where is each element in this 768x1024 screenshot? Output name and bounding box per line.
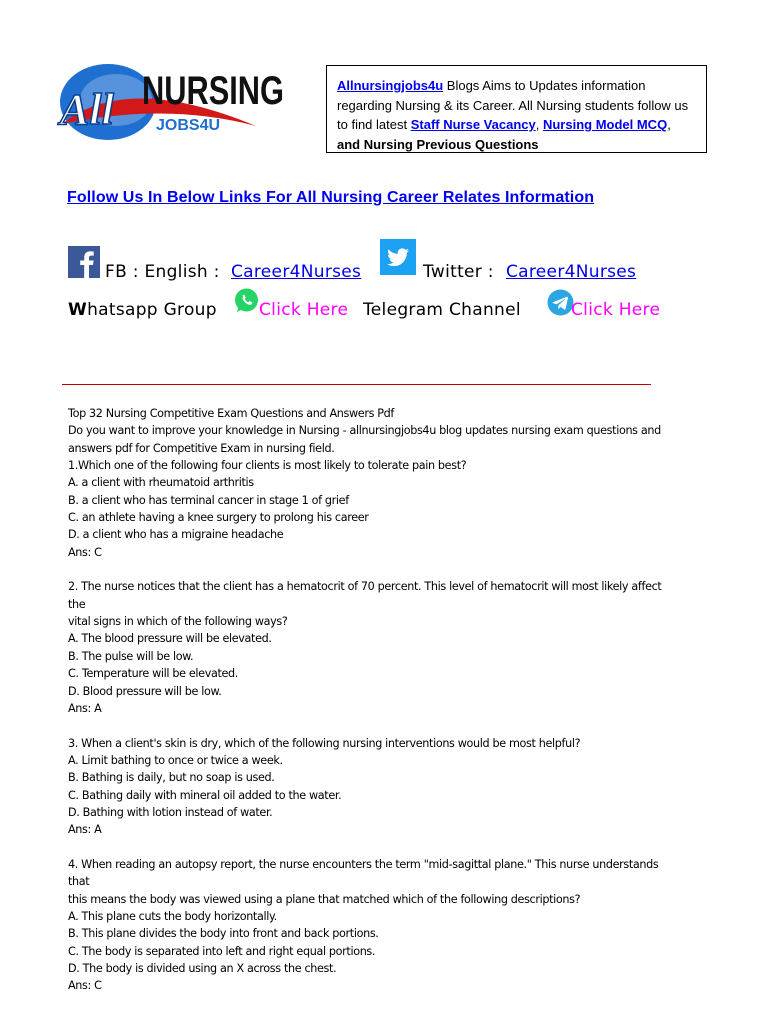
article-body bbox=[68, 405, 718, 995]
whatsapp-click-here-link[interactable]: Click Here bbox=[259, 300, 349, 320]
facebook-icon[interactable] bbox=[68, 246, 100, 278]
info-text: , bbox=[535, 117, 543, 132]
info-line-2: regarding Nursing & its Career. All Nursing students follow us bbox=[337, 97, 689, 113]
whatsapp-label-text: hatsapp Group bbox=[87, 300, 217, 320]
article-line: C. Temperature will be elevated. bbox=[68, 667, 238, 681]
section-divider bbox=[62, 384, 651, 385]
twitter-label: Twitter : bbox=[423, 262, 494, 282]
site-logo[interactable] bbox=[56, 52, 288, 144]
staff-nurse-vacancy-link[interactable]: Staff Nurse Vacancy bbox=[410, 117, 536, 132]
logo-text-nursing: NURSING bbox=[142, 69, 284, 113]
article-line: 1.Which one of the following four clients is most likely to tolerate pain best? bbox=[68, 459, 467, 473]
article-line: D. The body is divided using an X across the chest. bbox=[68, 962, 337, 975]
twitter-icon[interactable] bbox=[380, 239, 416, 275]
whatsapp-label-initial: W bbox=[68, 300, 88, 320]
info-line-3 bbox=[337, 115, 706, 135]
logo-text-jobs: JOBS4U bbox=[156, 117, 221, 134]
article-blank-line bbox=[68, 717, 718, 734]
article-line: B. Bathing is daily, but no soap is used. bbox=[68, 771, 275, 785]
telegram-icon[interactable] bbox=[547, 289, 574, 316]
article-line: Ans: C bbox=[68, 545, 102, 559]
article-line: Do you want to improve your knowledge in Nursing - allnursingjobs4u blog updates nursing exam questions and bbox=[68, 424, 661, 438]
article-line: A. The blood pressure will be elevated. bbox=[68, 632, 272, 646]
article-line: 3. When a client's skin is dry, which of the following nursing interventions would be most helpful? bbox=[68, 736, 581, 750]
article-line: B. a client who has terminal cancer in stage 1 of grief bbox=[68, 493, 349, 507]
article-line: Ans: A bbox=[68, 823, 102, 837]
article-line: that bbox=[68, 875, 90, 889]
info-text-bold: and Nursing Previous Questions bbox=[337, 136, 539, 152]
article-blank-line bbox=[68, 561, 718, 578]
telegram-label: Telegram Channel bbox=[363, 300, 521, 320]
logo-text-all: All bbox=[60, 85, 114, 134]
article-line: 2. The nurse notices that the client has a hematocrit of 70 percent. This level of hematocrit will most likely affect bbox=[68, 580, 662, 594]
article-line: this means the body was viewed using a plane that matched which of the following descriptions? bbox=[68, 892, 581, 906]
facebook-career4nurses-link[interactable]: Career4Nurses bbox=[231, 262, 362, 282]
article-line: Ans: A bbox=[68, 701, 102, 715]
info-line-4 bbox=[337, 135, 706, 155]
whatsapp-label bbox=[68, 300, 217, 320]
logo-graphic bbox=[56, 52, 288, 144]
article-blank-line bbox=[68, 839, 718, 856]
article-line: A. a client with rheumatoid arthritis bbox=[68, 476, 254, 490]
info-text: , bbox=[667, 117, 671, 132]
article-line: Top 32 Nursing Competitive Exam Questions and Answers Pdf bbox=[68, 407, 395, 420]
article-line: 4. When reading an autopsy report, the nurse encounters the term "mid-sagittal plane." This nurse understands bbox=[68, 857, 659, 871]
article-line: the bbox=[68, 597, 86, 611]
whatsapp-icon[interactable] bbox=[233, 287, 260, 314]
article-line: B. This plane divides the body into front and back portions. bbox=[68, 927, 379, 941]
info-text: to find latest bbox=[337, 117, 411, 132]
article-line: D. Bathing with lotion instead of water. bbox=[68, 805, 273, 819]
article-line: vital signs in which of the following ways? bbox=[68, 615, 288, 629]
facebook-label: FB : English : bbox=[105, 262, 220, 282]
follow-heading-link[interactable]: Follow Us In Below Links For All Nursing Career Relates Information bbox=[67, 189, 595, 206]
article-line: D. Blood pressure will be low. bbox=[68, 684, 222, 698]
article-line: B. The pulse will be low. bbox=[68, 649, 194, 663]
article-line: C. The body is separated into left and right equal portions. bbox=[68, 944, 376, 958]
nursing-model-mcq-link[interactable]: Nursing Model MCQ bbox=[542, 117, 668, 132]
article-line: Ans: C bbox=[68, 979, 102, 993]
article-line: A. This plane cuts the body horizontally. bbox=[68, 909, 277, 923]
article-line: C. an athlete having a knee surgery to prolong his career bbox=[68, 511, 369, 525]
info-text: Blogs Aims to Updates information bbox=[443, 78, 646, 93]
info-line-1 bbox=[337, 76, 706, 96]
brand-link[interactable]: Allnursingjobs4u bbox=[337, 78, 444, 93]
article-line: C. Bathing daily with mineral oil added to the water. bbox=[68, 788, 342, 802]
info-box bbox=[326, 65, 707, 153]
twitter-career4nurses-link[interactable]: Career4Nurses bbox=[506, 262, 637, 282]
article-line: A. Limit bathing to once or twice a week. bbox=[68, 753, 283, 767]
article-line: answers pdf for Competitive Exam in nursing field. bbox=[68, 441, 335, 455]
telegram-click-here-link[interactable]: Click Here bbox=[571, 300, 661, 320]
article-line: D. a client who has a migraine headache bbox=[68, 528, 284, 542]
